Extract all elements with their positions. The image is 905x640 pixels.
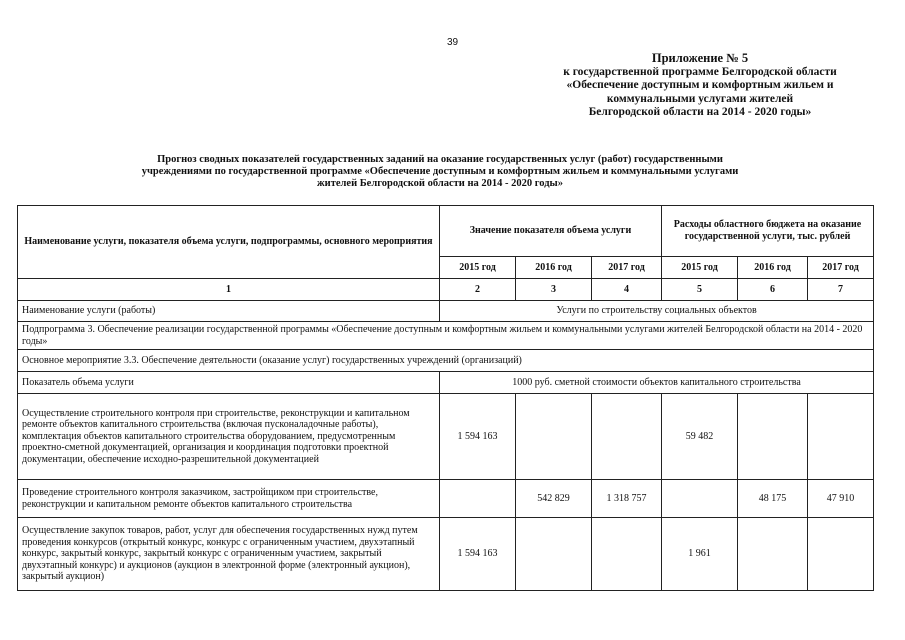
- header-year: 2015 год: [440, 257, 516, 279]
- cell-value: [592, 518, 662, 591]
- document-title: [110, 154, 770, 190]
- table-row: [18, 394, 874, 480]
- indicator-label: Показатель объема услуги: [18, 372, 440, 394]
- header-year: 2016 год: [738, 257, 808, 279]
- table-row: [18, 518, 874, 591]
- cell-value: [592, 394, 662, 480]
- column-number: 6: [738, 279, 808, 301]
- header-volume: Значение показателя объема услуги: [440, 206, 662, 257]
- header-name: Наименование услуги, показателя объема услуги, подпрограммы, основного мероприятия: [18, 206, 440, 279]
- title-line: учреждениями по государственной программе «Обеспечение доступным и комфортным жильем и коммунальными услугами: [141, 166, 739, 177]
- subprogram-row: Подпрограмма 3. Обеспечение реализации государственной программы «Обеспечение доступным и комфортным жильем и коммунальными услугами жителей Белгородской области на 2014 - 2020 годы»: [18, 322, 874, 350]
- header-budget: Расходы областного бюджета на оказание государственной услуги, тыс. рублей: [662, 206, 874, 257]
- indicator-value: 1000 руб. сметной стоимости объектов капитального строительства: [440, 372, 874, 394]
- header-year: 2015 год: [662, 257, 738, 279]
- title-line: Прогноз сводных показателей государственных заданий на оказание государственных услуг (работ) государственными: [157, 154, 723, 165]
- cell-value: [440, 480, 516, 518]
- appendix-line: «Обеспечение доступным и комфортным жильем и: [566, 79, 834, 91]
- row-name: Проведение строительного контроля заказчиком, застройщиком при строительстве, реконструкции и капитальном ремонте объектов капитального строительства: [18, 480, 440, 518]
- title-line: жителей Белгородской области на 2014 - 2020 годы»: [317, 178, 563, 189]
- cell-value: 47 910: [808, 480, 874, 518]
- appendix-line: к государственной программе Белгородской области: [563, 65, 837, 78]
- header-year: 2016 год: [516, 257, 592, 279]
- cell-value: 1 594 163: [440, 394, 516, 480]
- row-name: Осуществление строительного контроля при строительстве, реконструкции и капитальном ремонте объектов капитального строительства (включая пусконаладочные работы), комплектация объектов капитального строительства оборудованием, предусмотренным проектно-сметной документацией, организация и координация подготовки проектной документации, обеспечение исходно-разрешительной документацией: [18, 394, 440, 480]
- cell-value: 48 175: [738, 480, 808, 518]
- indicators-table: [17, 205, 874, 591]
- column-number: 1: [18, 279, 440, 301]
- appendix-header: [530, 52, 870, 120]
- appendix-line: коммунальными услугами жителей: [606, 92, 794, 105]
- cell-value: 59 482: [662, 394, 738, 480]
- appendix-number: Приложение № 5: [651, 51, 749, 65]
- column-number: 4: [592, 279, 662, 301]
- appendix-line: Белгородской области на 2014 - 2020 годы»: [588, 106, 812, 118]
- cell-value: 1 318 757: [592, 480, 662, 518]
- cell-value: [516, 518, 592, 591]
- cell-value: [738, 518, 808, 591]
- page-number: 39: [446, 37, 459, 48]
- column-number: 2: [440, 279, 516, 301]
- column-number: 3: [516, 279, 592, 301]
- cell-value: [516, 394, 592, 480]
- cell-value: 1 961: [662, 518, 738, 591]
- header-year: 2017 год: [592, 257, 662, 279]
- main-activity-row: Основное мероприятие 3.3. Обеспечение деятельности (оказание услуг) государственных учреждений (организаций): [18, 350, 874, 372]
- cell-value: 542 829: [516, 480, 592, 518]
- cell-value: [808, 394, 874, 480]
- table-row: [18, 480, 874, 518]
- cell-value: [662, 480, 738, 518]
- header-year: 2017 год: [808, 257, 874, 279]
- cell-value: 1 594 163: [440, 518, 516, 591]
- column-number: 5: [662, 279, 738, 301]
- service-label: Наименование услуги (работы): [18, 301, 440, 322]
- cell-value: [808, 518, 874, 591]
- cell-value: [738, 394, 808, 480]
- service-value: Услуги по строительству социальных объектов: [440, 301, 874, 322]
- row-name: Осуществление закупок товаров, работ, услуг для обеспечения государственных нужд путем проведения конкурсов (открытый конкурс, конкурс с ограниченным участием, двухэтапный конкурс, закрытый конкурс, закрытый конкурс с ограниченным участием, закрытый двухэтапный конкурс) и аукционов (аукцион в электронной форме (электронный аукцион), закрытый аукцион): [18, 518, 440, 591]
- column-number: 7: [808, 279, 874, 301]
